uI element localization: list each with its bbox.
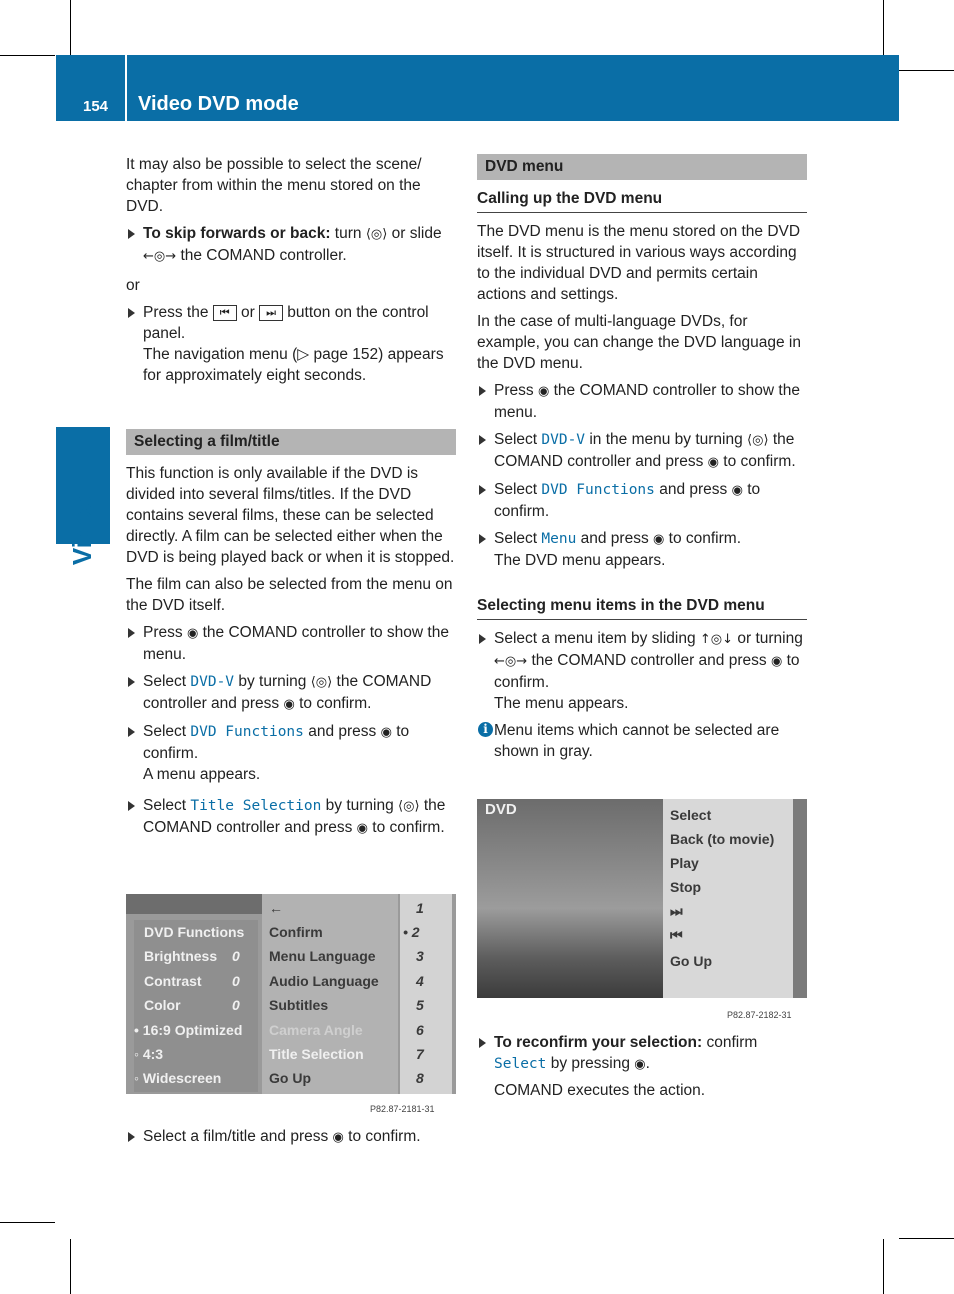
step-text: Select [494, 431, 542, 448]
step-text: the COMAND controller and press [527, 652, 771, 669]
step-arrow-icon [128, 628, 135, 638]
press-controller-icon: ◉ [707, 455, 719, 470]
menu-item-code: DVD-V [541, 432, 586, 448]
screen-menu-item: Contrast [144, 973, 202, 989]
screen-number: 6 [416, 1022, 424, 1038]
screen-menu-item: • 16:9 Optimized [134, 1022, 243, 1038]
info-text: Menu items which cannot be selected are shown in gray. [494, 722, 780, 760]
crop-mark [899, 70, 954, 71]
instruction-step [126, 671, 456, 715]
screen-menu-item: Confirm [269, 924, 323, 940]
right-column [477, 154, 807, 768]
press-controller-icon: ◉ [356, 821, 368, 836]
screen-menu-item: ◦ 4:3 [134, 1046, 164, 1062]
step-arrow-icon [128, 308, 135, 318]
step-text: Select a menu item by sliding [494, 630, 700, 647]
step-arrow-icon [479, 1038, 486, 1048]
step-text: to confirm. [664, 530, 742, 547]
figure-caption: P82.87-2182-31 [727, 1010, 792, 1020]
back-arrow-icon: ← [269, 900, 283, 916]
figure-caption: P82.87-2181-31 [370, 1104, 435, 1114]
step-text: or slide [387, 225, 442, 242]
turn-controller-icon: ←◎→ [494, 654, 528, 669]
instruction-step [477, 528, 807, 571]
step-arrow-icon [479, 534, 486, 544]
instruction-step [126, 721, 456, 785]
step-text: Press [143, 624, 187, 641]
instruction-step [126, 223, 456, 267]
step-text: . [645, 1055, 650, 1072]
step-arrow-icon [479, 634, 486, 644]
crop-mark [883, 1239, 884, 1294]
step-text: Select [494, 481, 542, 498]
screen-menu-item: Stop [670, 879, 702, 895]
section-paragraph: This function is only available if the DVD is divided into several films/titles. If the DVD contains several films, these can be selected directly. A film can be selected either when the DVD is being played back or when it is stopped. [126, 465, 455, 566]
dvd-functions-screenshot [126, 894, 456, 1094]
left-column [126, 154, 456, 845]
skip-back-icon: ⏮ [670, 927, 683, 943]
screen-number: 3 [416, 948, 424, 964]
step-arrow-icon [128, 801, 135, 811]
menu-item-code: Select [494, 1056, 547, 1072]
step-text: to confirm. [494, 481, 761, 520]
page-title: Video DVD mode [138, 93, 299, 115]
turn-controller-icon: ⟨◎⟩ [747, 433, 769, 448]
subsection-heading: Selecting menu items in the DVD menu [477, 595, 807, 620]
step-result: COMAND executes the action. [494, 1082, 706, 1099]
step-text: or turning [733, 630, 803, 647]
step-result: The menu appears. [494, 695, 629, 712]
step-text: turn [330, 225, 366, 242]
step-text: Select [494, 530, 542, 547]
press-controller-icon: ◉ [770, 654, 783, 669]
screen-value: 0 [232, 973, 240, 989]
skip-back-key-icon: ⏮ [213, 305, 237, 321]
screen-menu-item: Title Selection [269, 1046, 364, 1062]
step-arrow-icon [128, 229, 135, 239]
screenshot-topbar [126, 894, 262, 914]
step-arrow-icon [128, 1132, 135, 1142]
step-text: in the menu by turning [585, 431, 748, 448]
step-text: by pressing [546, 1055, 635, 1072]
instruction-step [477, 429, 807, 473]
step-arrow-icon [128, 727, 135, 737]
screen-number: • 2 [403, 924, 420, 940]
step-text: the COMAND controller to show the menu. [494, 382, 800, 421]
step-result: A menu appears. [143, 766, 261, 783]
menu-item-code: DVD-V [190, 674, 235, 690]
menu-item-code: DVD Functions [541, 482, 655, 498]
instruction-step [477, 1032, 812, 1101]
step-text: Select [143, 723, 191, 740]
step-arrow-icon [479, 386, 486, 396]
press-controller-icon: ◉ [380, 725, 392, 740]
instruction-step [477, 380, 807, 423]
section-paragraph: In the case of multi-language DVDs, for example, you can change the DVD language in the DVD menu. [477, 313, 801, 372]
screen-number: 4 [416, 973, 424, 989]
instruction-step [477, 628, 807, 714]
section-heading: Selecting a film/title [126, 429, 456, 455]
step-text: to confirm. [294, 695, 372, 712]
instruction-step [477, 479, 807, 522]
screen-number: 7 [416, 1046, 424, 1062]
screen-value: 0 [232, 948, 240, 964]
skip-forward-key-icon: ⏭ [259, 305, 283, 321]
step-text: and press [576, 530, 653, 547]
or-text: or [126, 277, 140, 294]
screen-value: 0 [232, 997, 240, 1013]
step-arrow-icon [128, 677, 135, 687]
step-text: to confirm. [143, 723, 410, 762]
header-divider [125, 55, 127, 121]
screen-number: 1 [416, 900, 424, 916]
screen-number: 5 [416, 997, 424, 1013]
crop-mark [883, 0, 884, 55]
subsection-heading: Calling up the DVD menu [477, 188, 807, 213]
step-text: the COMAND controller and press [143, 673, 432, 712]
instruction-step [126, 1126, 461, 1148]
info-icon: i [478, 722, 493, 737]
screen-menu-item: Camera Angle [269, 1022, 363, 1038]
skip-forward-icon: ⏭ [670, 903, 683, 919]
press-controller-icon: ◉ [537, 384, 550, 399]
dvd-menu-screenshot [477, 799, 807, 998]
press-controller-icon: ◉ [653, 532, 665, 547]
screen-menu-item: Color [144, 997, 181, 1013]
screen-menu-item: Menu Language [269, 948, 376, 964]
section-paragraph: The DVD menu is the menu stored on the DVD itself. It is structured in various ways according to the individual DVD and permits certain actions and settings. [477, 223, 801, 303]
side-tab-label: Video [67, 494, 97, 566]
step-result: The navigation menu (▷ page 152) appears for approximately eight seconds. [143, 346, 444, 384]
turn-controller-icon: ⟨◎⟩ [398, 799, 420, 814]
step-result: The DVD menu appears. [494, 552, 666, 569]
menu-item-code: Title Selection [190, 798, 322, 814]
step-arrow-icon [479, 485, 486, 495]
intro-paragraph: It may also be possible to select the scene/ chapter from within the menu stored on the DVD. [126, 156, 422, 215]
step-text: the COMAND controller and press [494, 431, 795, 470]
slide-controller-icon: ↑◎↓ [699, 632, 734, 647]
screen-number: 8 [416, 1070, 424, 1086]
step-bold-label: To reconfirm your selection: [494, 1034, 703, 1051]
step-text: to confirm. [367, 819, 445, 836]
press-controller-icon: ◉ [332, 1130, 344, 1145]
right-column-lower [477, 1032, 812, 1107]
section-heading: DVD menu [477, 154, 807, 180]
menu-item-code: Menu [541, 531, 577, 547]
menu-item-code: DVD Functions [190, 724, 304, 740]
step-text: Select [143, 673, 191, 690]
step-text: or [236, 304, 260, 321]
step-text: to confirm. [494, 652, 800, 691]
step-text: the COMAND controller and press [143, 797, 446, 836]
step-text: to confirm. [343, 1128, 421, 1145]
section-paragraph: The film can also be selected from the menu on the DVD itself. [126, 576, 453, 614]
screen-menu-item: Go Up [670, 953, 712, 969]
step-text: the COMAND controller. [176, 247, 347, 264]
crop-mark [0, 55, 55, 56]
screen-menu-item: Back (to movie) [670, 831, 775, 847]
instruction-step [126, 795, 456, 839]
turn-controller-icon: ⟨◎⟩ [365, 227, 388, 242]
crop-mark [899, 1238, 954, 1239]
step-text: by turning [234, 673, 311, 690]
screenshot-edge [793, 799, 807, 998]
slide-controller-icon: ←◎→ [143, 249, 177, 264]
screen-menu-item: Brightness [144, 948, 218, 964]
step-text: to confirm. [718, 453, 796, 470]
step-text: the COMAND controller to show the menu. [143, 624, 449, 663]
step-text: Press [494, 382, 538, 399]
turn-controller-icon: ⟨◎⟩ [310, 675, 333, 690]
info-note [477, 720, 807, 762]
instruction-step [126, 622, 456, 665]
screen-menu-item: Go Up [269, 1070, 311, 1086]
crop-mark [70, 1239, 71, 1294]
step-text: Select [143, 797, 191, 814]
video-label: DVD [485, 801, 517, 818]
screen-menu-item: Select [670, 807, 712, 823]
screen-menu-item: Audio Language [269, 973, 379, 989]
press-controller-icon: ◉ [634, 1057, 646, 1072]
step-arrow-icon [479, 435, 486, 445]
screen-menu-item: Subtitles [269, 997, 329, 1013]
video-frame [477, 799, 663, 998]
screen-menu-item: Play [670, 855, 699, 871]
press-controller-icon: ◉ [283, 697, 295, 712]
crop-mark [0, 1222, 55, 1223]
press-controller-icon: ◉ [731, 483, 743, 498]
screen-menu-item: DVD Functions [144, 924, 245, 940]
step-bold-label: To skip forwards or back: [143, 225, 331, 242]
step-text: Select a film/title and press [143, 1128, 333, 1145]
step-text: confirm [702, 1034, 758, 1051]
step-text: and press [654, 481, 732, 498]
page-number: 154 [83, 98, 109, 115]
step-text: by turning [321, 797, 399, 814]
press-controller-icon: ◉ [186, 626, 199, 641]
step-text: Press the [143, 304, 213, 321]
crop-mark [70, 0, 71, 55]
step-text: and press [303, 723, 381, 740]
instruction-step [126, 302, 456, 386]
step-text: button on the control panel. [143, 304, 429, 342]
screen-menu-item: ◦ Widescreen [134, 1070, 222, 1086]
